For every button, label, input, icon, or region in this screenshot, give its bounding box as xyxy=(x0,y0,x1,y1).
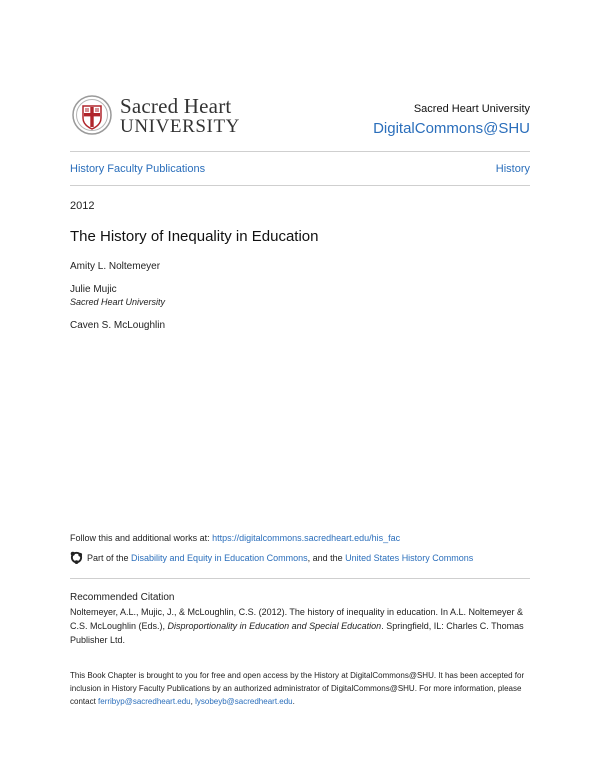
author-name: Caven S. McLoughlin xyxy=(70,320,166,331)
author-entry xyxy=(70,284,165,308)
author-name: Julie Mujic xyxy=(70,284,117,295)
citation-end: . Springfield, IL: Charles C. Thomas Publisher Ltd. xyxy=(70,621,524,645)
part-of-middle: , and the xyxy=(307,553,346,563)
document-title: The History of Inequality in Education xyxy=(70,228,319,245)
follow-line xyxy=(70,533,400,543)
citation-text xyxy=(70,605,532,647)
institution-name: Sacred Heart University xyxy=(413,103,530,115)
citation-start: Noltemeyer, A.L., Mujic, J., & McLoughlin, C.S. (2012). The history of inequality in education. In A.L. Noltemeyer & C.S. McLoughlin (Eds.), xyxy=(70,607,524,631)
notice-end: . xyxy=(292,697,295,706)
repository-link[interactable]: DigitalCommons@SHU xyxy=(373,120,530,137)
university-seal-icon xyxy=(72,95,112,135)
publication-year: 2012 xyxy=(70,200,95,212)
access-notice xyxy=(70,669,532,708)
notice-separator: , xyxy=(190,697,196,706)
author-entry xyxy=(70,320,165,332)
author-name: Amity L. Noltemeyer xyxy=(70,261,161,272)
citation-heading: Recommended Citation xyxy=(70,592,175,603)
contact-email-link[interactable]: lysobeyb@sacredheart.edu xyxy=(195,697,293,706)
logo-line-1: Sacred Heart xyxy=(120,94,232,118)
network-icon xyxy=(70,551,83,564)
notice-text: This Book Chapter is brought to you for free and open access by the History at DigitalCommons@SHU. It has been accepted for inclusion in History Faculty Publications by an authorized administrator of DigitalCommons@SHU. For more information, please contact xyxy=(70,671,525,706)
logo-line-2: UNIVERSITY xyxy=(120,116,240,137)
divider xyxy=(70,185,530,186)
citation-book-title: Disproportionality in Education and Special Education xyxy=(167,621,382,631)
series-link[interactable]: History Faculty Publications xyxy=(70,163,206,175)
collection-url-link[interactable]: https://digitalcommons.sacredheart.edu/his_fac xyxy=(212,533,401,543)
contact-email-link[interactable]: ferribyp@sacredheart.edu xyxy=(98,697,191,706)
follow-prefix: Follow this and additional works at: xyxy=(70,533,213,543)
department-link[interactable]: History xyxy=(495,163,530,175)
author-entry xyxy=(70,261,160,273)
repository-header xyxy=(373,103,530,139)
divider xyxy=(70,151,530,152)
commons-link-us-history[interactable]: United States History Commons xyxy=(345,553,474,563)
part-of-line xyxy=(70,551,473,565)
commons-link-disability[interactable]: Disability and Equity in Education Commons xyxy=(131,553,308,563)
divider xyxy=(70,578,530,579)
logo-wordmark xyxy=(120,95,240,137)
author-affiliation: Sacred Heart University xyxy=(70,297,166,307)
university-logo[interactable] xyxy=(72,95,252,139)
part-of-prefix: Part of the xyxy=(87,553,132,563)
